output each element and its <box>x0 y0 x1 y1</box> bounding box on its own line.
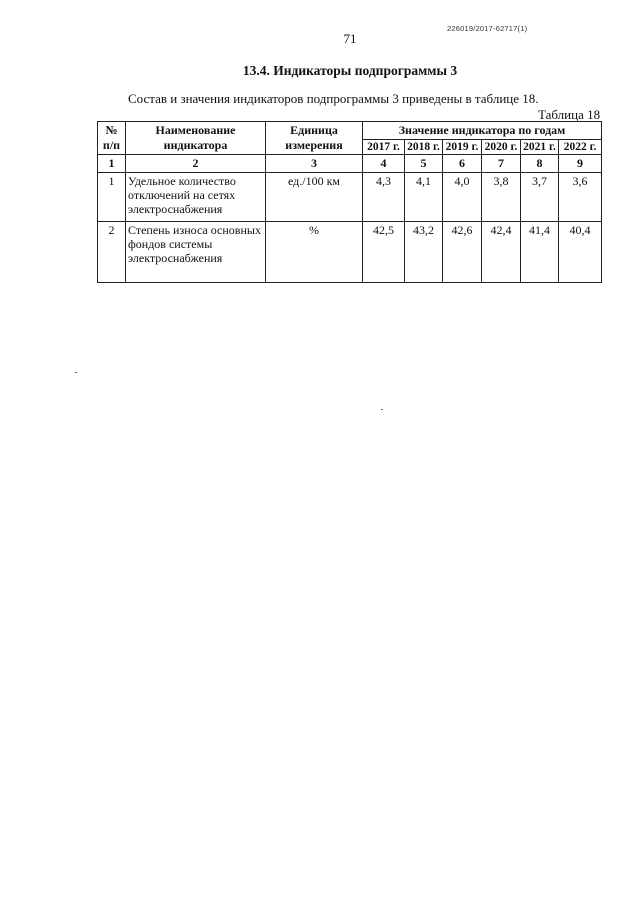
row-number: 1 <box>98 173 126 222</box>
row-number: 2 <box>98 222 126 283</box>
page-number: 71 <box>343 31 357 46</box>
indicators-table <box>97 121 602 283</box>
column-index: 5 <box>405 155 443 173</box>
indicator-value: 41,4 <box>521 222 559 283</box>
document-registration-stamp: 226019/2017-62717(1) <box>447 24 528 33</box>
column-index: 9 <box>559 155 602 173</box>
indicator-value: 40,4 <box>559 222 602 283</box>
scan-speck <box>75 372 77 373</box>
table-row <box>98 173 602 222</box>
header-indicator-name: Наименование индикатора <box>126 122 266 155</box>
indicator-value: 3,7 <box>521 173 559 222</box>
header-year: 2017 г. <box>363 140 405 155</box>
indicator-name: Степень износа основных фондов системы электроснабжения <box>126 222 266 283</box>
section-heading: 13.4. Индикаторы подпрограммы 3 <box>242 63 458 78</box>
indicator-value: 4,3 <box>363 173 405 222</box>
column-index: 1 <box>98 155 126 173</box>
intro-paragraph: Состав и значения индикаторов подпрограммы 3 приведены в таблице 18. <box>128 91 539 106</box>
indicator-unit: ед./100 км <box>266 173 363 222</box>
table-header-row <box>98 122 602 140</box>
indicator-unit: % <box>266 222 363 283</box>
indicator-name: Удельное количество отключений на сетях электроснабжения <box>126 173 266 222</box>
header-year: 2019 г. <box>443 140 482 155</box>
column-index: 3 <box>266 155 363 173</box>
header-unit: Единица измерения <box>266 122 363 155</box>
table-caption: Таблица 18 <box>538 107 601 122</box>
column-index-row <box>98 155 602 173</box>
indicator-value: 42,6 <box>443 222 482 283</box>
column-index: 6 <box>443 155 482 173</box>
header-values-by-year: Значение индикатора по годам <box>363 122 602 140</box>
indicator-value: 42,5 <box>363 222 405 283</box>
header-year: 2020 г. <box>482 140 521 155</box>
header-year: 2021 г. <box>521 140 559 155</box>
column-index: 8 <box>521 155 559 173</box>
scan-speck <box>381 409 383 410</box>
column-index: 2 <box>126 155 266 173</box>
header-year: 2018 г. <box>405 140 443 155</box>
table-row <box>98 222 602 283</box>
indicator-value: 43,2 <box>405 222 443 283</box>
header-number: № п/п <box>98 122 126 155</box>
column-index: 7 <box>482 155 521 173</box>
header-year: 2022 г. <box>559 140 602 155</box>
indicator-value: 3,8 <box>482 173 521 222</box>
column-index: 4 <box>363 155 405 173</box>
indicator-value: 4,0 <box>443 173 482 222</box>
indicator-value: 3,6 <box>559 173 602 222</box>
indicator-value: 4,1 <box>405 173 443 222</box>
indicator-value: 42,4 <box>482 222 521 283</box>
